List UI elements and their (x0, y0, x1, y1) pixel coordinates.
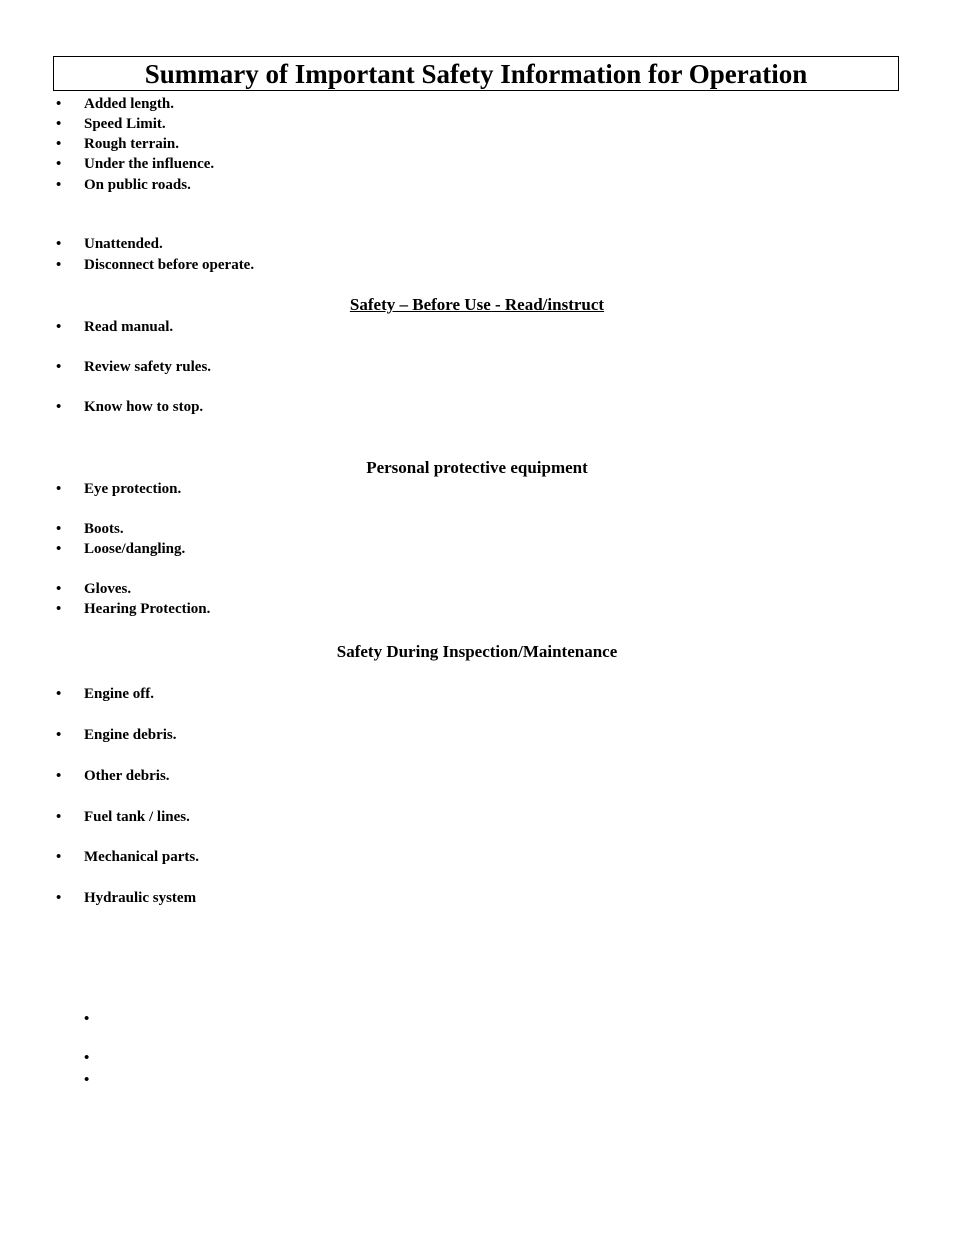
list-item: Know how to stop. (84, 399, 204, 415)
section-heading-inspection: Safety During Inspection/Maintenance (336, 642, 618, 661)
list-item: Speed Limit. (84, 116, 166, 132)
list-item: Engine debris. (84, 727, 177, 743)
bullet-icon: • (56, 481, 62, 497)
bullet-icon: • (56, 136, 62, 152)
bullet-icon: • (56, 116, 62, 132)
list-item: Boots. (84, 521, 124, 537)
bullet-icon: • (56, 257, 62, 273)
section-heading-ppe: Personal protective equipment (366, 458, 588, 477)
section-heading-before-use: Safety – Before Use - Read/instruct (349, 295, 605, 314)
bullet-icon: • (56, 849, 62, 865)
list-item: Gloves. (84, 581, 132, 597)
empty-bullet-icon: • (84, 1011, 90, 1027)
list-item: Disconnect before operate. (84, 257, 255, 273)
list-item: Engine off. (84, 686, 155, 702)
list-item: Review safety rules. (84, 359, 212, 375)
bullet-icon: • (56, 156, 62, 172)
list-item: Read manual. (84, 319, 174, 335)
list-item: Rough terrain. (84, 136, 179, 152)
bullet-icon: • (56, 581, 62, 597)
list-item: Mechanical parts. (84, 849, 199, 865)
bullet-icon: • (56, 96, 62, 112)
list-item: Hydraulic system (84, 890, 197, 906)
bullet-icon: • (56, 359, 62, 375)
list-item: Eye protection. (84, 481, 182, 497)
bullet-icon: • (56, 601, 62, 617)
bullet-icon: • (56, 319, 62, 335)
empty-bullet-icon: • (84, 1072, 90, 1088)
empty-bullet-icon: • (84, 1050, 90, 1066)
bullet-icon: • (56, 809, 62, 825)
bullet-icon: • (56, 686, 62, 702)
bullet-icon: • (56, 236, 62, 252)
bullet-icon: • (56, 521, 62, 537)
list-item: Loose/dangling. (84, 541, 186, 557)
bullet-icon: • (56, 890, 62, 906)
bullet-icon: • (56, 399, 62, 415)
list-item: Added length. (84, 96, 175, 112)
list-item: Fuel tank / lines. (84, 809, 190, 825)
bullet-icon: • (56, 768, 62, 784)
list-item: Under the influence. (84, 156, 215, 172)
bullet-icon: • (56, 727, 62, 743)
list-item: On public roads. (84, 177, 191, 193)
bullet-icon: • (56, 541, 62, 557)
page-title: Summary of Important Safety Information for Operation (53, 56, 899, 91)
list-item: Other debris. (84, 768, 170, 784)
bullet-icon: • (56, 177, 62, 193)
list-item: Hearing Protection. (84, 601, 211, 617)
list-item: Unattended. (84, 236, 163, 252)
